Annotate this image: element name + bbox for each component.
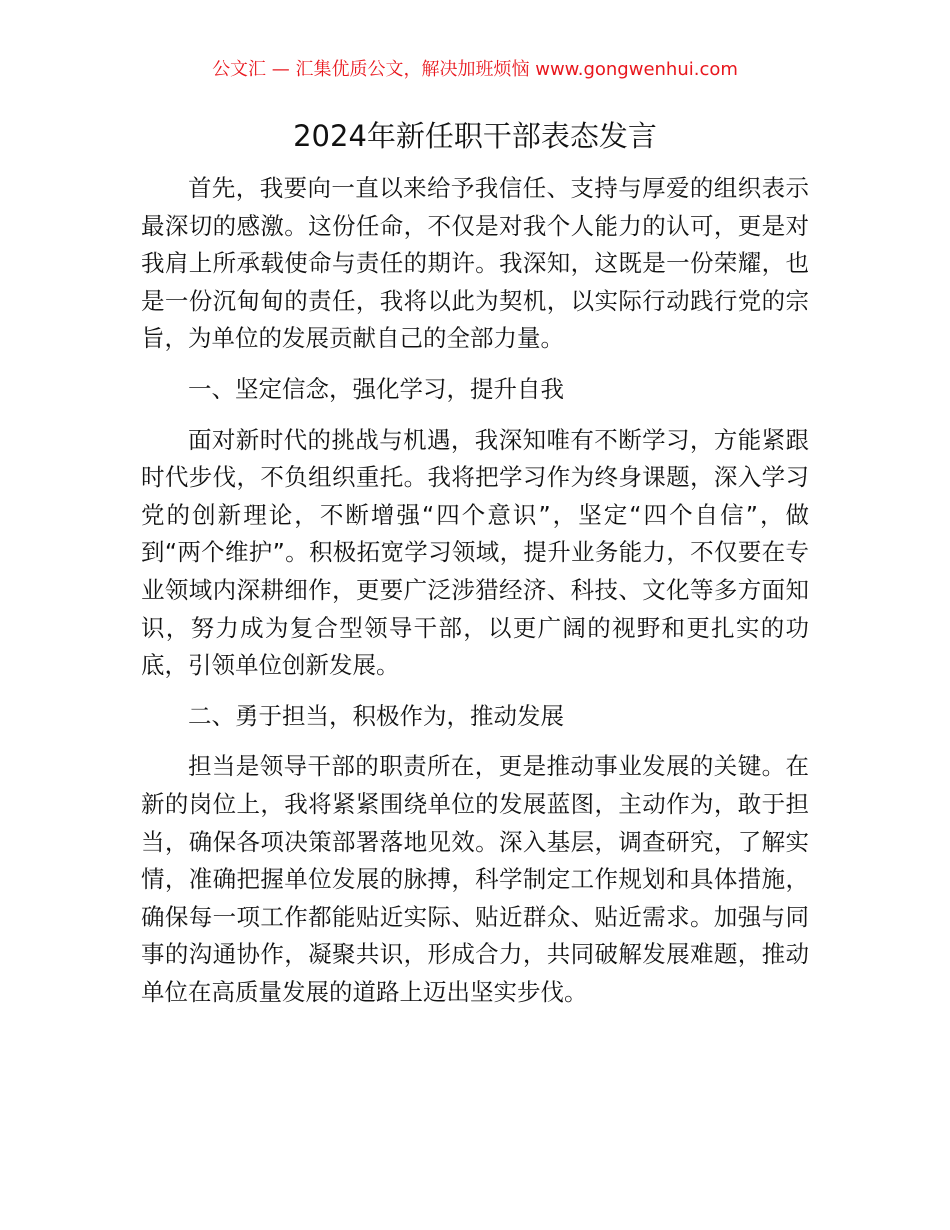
site-header-banner: 公文汇 — 汇集优质公文，解决加班烦恼 www.gongwenhui.com — [212, 59, 738, 80]
intro-paragraph: 首先，我要向一直以来给予我信任、支持与厚爱的组织表示最深切的感激。这份任命，不仅是对我个人能力的认可，更是对我肩上所承载使命与责任的期许。我深知，这既是一份荣耀，也是一份沉甸甸的责任，我将以此为契机，以实际行动践行党的宗旨，为单位的发展贡献自己的全部力量。 — [141, 174, 809, 353]
document-body — [141, 170, 809, 1024]
page-title: 2024年新任职干部表态发言 — [293, 119, 657, 153]
section-paragraph-1: 面对新时代的挑战与机遇，我深知唯有不断学习，方能紧跟时代步伐，不负组织重托。我将把学习作为终身课题，深入学习党的创新理论，不断增强“四个意识”，坚定“四个自信”，做到“两个维护”。积极拓宽学习领域，提升业务能力，不仅要在专业领域内深耕细作，更要广泛涉猎经济、科技、文化等多方面知识，努力成为复合型领导干部，以更广阔的视野和更扎实的功底，引领单位创新发展。 — [141, 425, 809, 680]
section-paragraph-2: 担当是领导干部的职责所在，更是推动事业发展的关键。在新的岗位上，我将紧紧围绕单位的发展蓝图，主动作为，敢于担当，确保各项决策部署落地见效。深入基层，调查研究，了解实情，准确把握单位发展的脉搏，科学制定工作规划和具体措施，确保每一项工作都能贴近实际、贴近群众、贴近需求。加强与同事的沟通协作，凝聚共识，形成合力，共同破解发展难题，推动单位在高质量发展的道路上迈出坚实步伐。 — [141, 752, 809, 1006]
section-heading-2: 二、勇于担当，积极作为，推动发展 — [188, 701, 564, 730]
section-heading-1: 一、坚定信念，强化学习，提升自我 — [188, 374, 564, 403]
